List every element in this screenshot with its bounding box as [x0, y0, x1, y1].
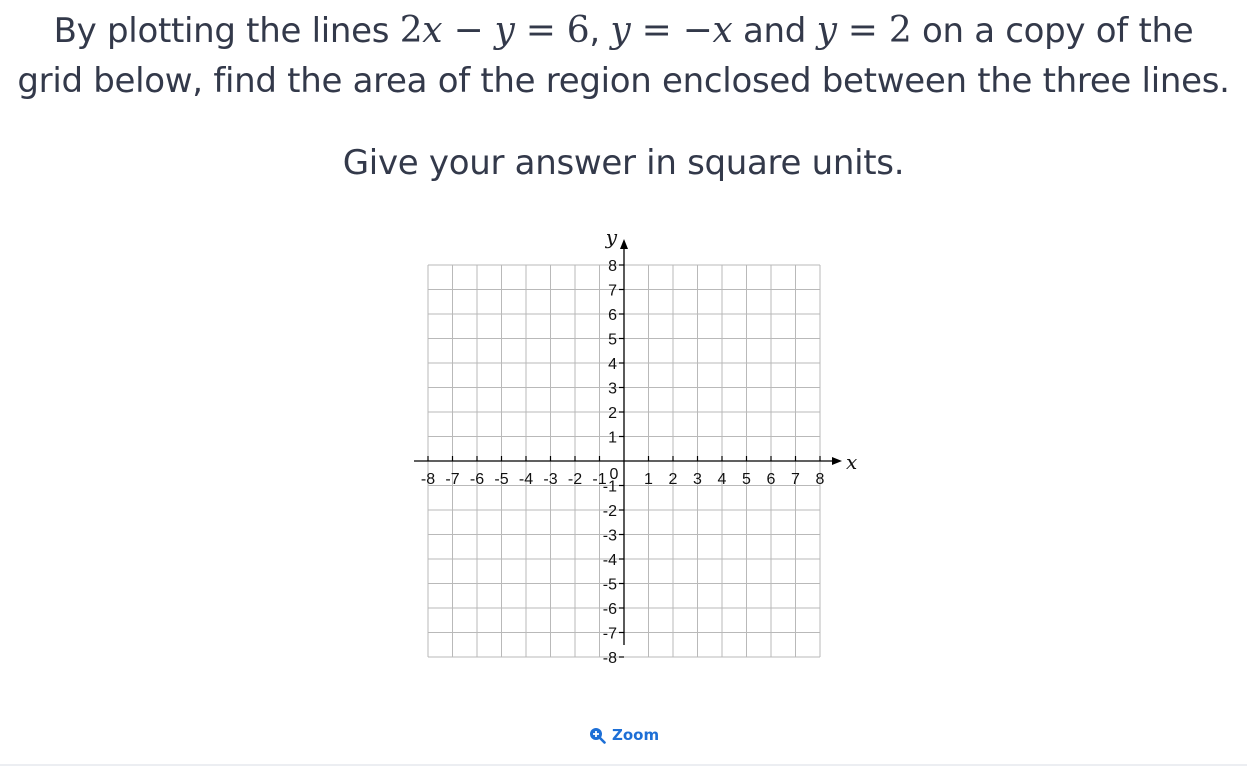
y-axis-arrow [620, 239, 628, 249]
x-tick-label: 5 [742, 471, 751, 488]
x-axis-arrow [832, 457, 842, 465]
y-tick-label: 2 [608, 405, 617, 422]
x-tick-label: -8 [420, 471, 436, 488]
comma: , [589, 11, 600, 51]
origin-label: 0 [609, 466, 619, 483]
x-axis-label: x [846, 450, 858, 474]
x-tick-label: 4 [717, 471, 727, 488]
y-tick-label: 4 [608, 356, 617, 373]
x-tick-label: -6 [469, 471, 485, 488]
zoom-button[interactable] [589, 726, 659, 744]
x-tick-label: -5 [494, 471, 509, 488]
y-tick-label: 7 [608, 282, 617, 300]
question-outro: on a copy of the [921, 11, 1194, 51]
y-tick-label: 3 [608, 380, 617, 398]
y-tick-label: -8 [602, 650, 617, 667]
x-tick-label: 7 [791, 471, 800, 488]
x-tick-label: -4 [518, 471, 534, 488]
question-and: and [743, 11, 807, 51]
x-tick-label: -3 [543, 471, 558, 488]
x-tick-label: 3 [693, 471, 702, 488]
question-line2: grid below, find the area of the region enclosed between the three lines. [17, 61, 1230, 101]
x-tick-label: 6 [766, 471, 776, 488]
instruction-text: Give your answer in square units. [342, 143, 905, 183]
y-axis-label: y [605, 225, 617, 249]
question-intro: By plotting the lines [53, 11, 390, 51]
x-tick-label: -7 [445, 471, 460, 488]
y-tick-label: -6 [602, 601, 617, 618]
x-tick-label: -1 [592, 471, 607, 488]
x-tick-label: 1 [644, 471, 653, 488]
y-tick-label: -1 [602, 478, 617, 496]
y-tick-label: -2 [602, 503, 617, 520]
y-tick-label: 1 [608, 429, 617, 447]
equation-1: 2x − y = 6 [399, 10, 590, 51]
y-tick-label: 8 [608, 258, 617, 275]
zoom-label: Zoom [612, 726, 660, 744]
y-tick-label: -5 [602, 576, 617, 594]
x-tick-label: -2 [567, 471, 583, 488]
zoom-in-icon [589, 727, 606, 744]
x-tick-label: 2 [668, 471, 678, 488]
y-tick-label: -3 [602, 527, 617, 545]
y-tick-label: -7 [602, 625, 617, 643]
y-tick-label: 6 [608, 307, 617, 324]
y-tick-label: -4 [602, 552, 617, 569]
x-tick-label: 8 [815, 471, 825, 488]
equation-3: y = 2 [816, 10, 912, 51]
equation-2: y = −x [610, 10, 733, 51]
y-tick-label: 5 [608, 331, 617, 349]
